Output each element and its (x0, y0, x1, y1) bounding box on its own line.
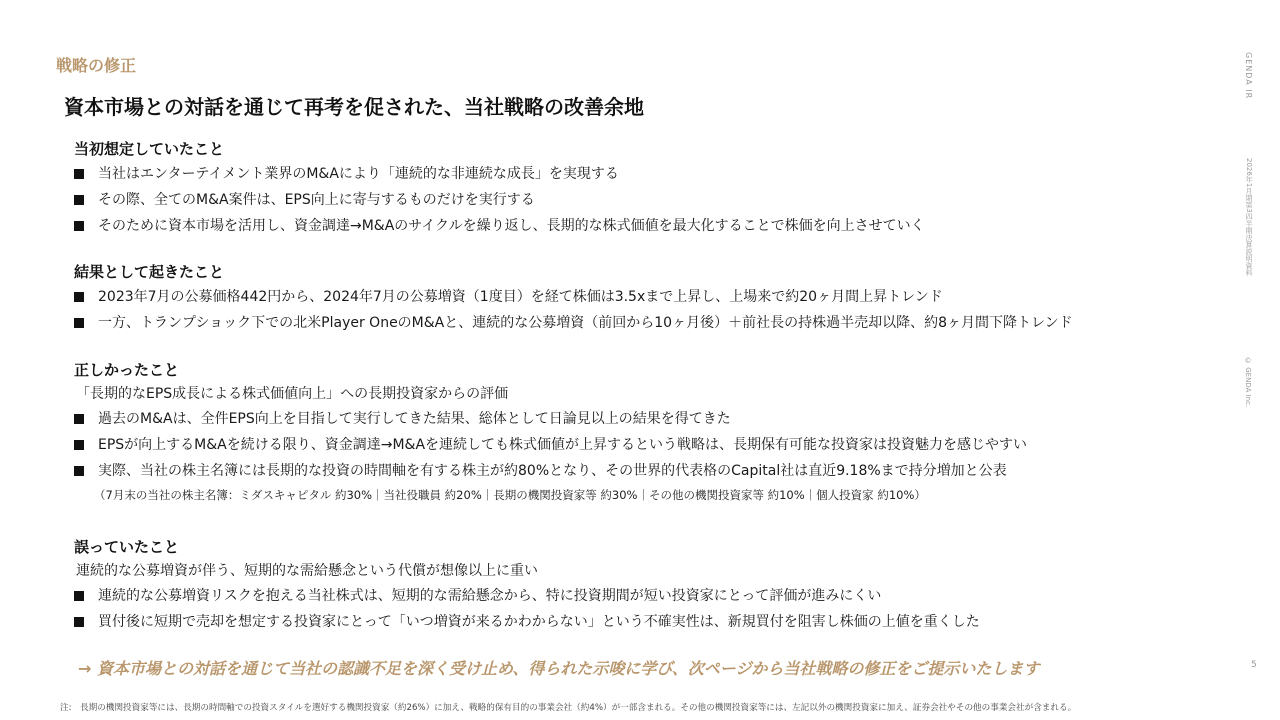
footnote: 注: 長期の機関投資家等には、長期の時間軸での投資スタイルを選好する機関投資家（約26%）に加え、戦略的保有目的の事業会社（約4%）が一部含まれる。その他の機関投資家等には、左記以外の機関投資家に加え、証券会社やその他の事業会社が含まれる。 (60, 703, 1077, 713)
bullet-item (74, 458, 1027, 484)
square-bullet-icon (74, 292, 84, 302)
bullet-text: そのために資本市場を活用し、資金調達→M&Aのサイクルを繰り返し、長期的な株式価値を最大化することで株価を向上させていく (98, 218, 925, 234)
square-bullet-icon (74, 617, 84, 627)
bullet-item (74, 609, 980, 635)
section-results (74, 260, 1073, 336)
square-bullet-icon (74, 591, 84, 601)
bullet-text: EPSが向上するM&Aを続ける限り、資金調達→M&Aを連続しても株式価値が上昇するという戦略は、長期保有可能な投資家は投資魅力を感じやすい (98, 437, 1028, 453)
bullet-text: 過去のM&Aは、全件EPS向上を目指して実行してきた結果、総体として日論見以上の結果を得てきた (98, 411, 731, 427)
page-number: 5 (1251, 660, 1257, 670)
square-bullet-icon (74, 414, 84, 424)
square-bullet-icon (74, 440, 84, 450)
side-document-label: 2026年1月期第3四半期決算説明資料 (1245, 158, 1253, 276)
square-bullet-icon (74, 195, 84, 205)
bullet-text: 一方、トランプショック下での北米Player OneのM&Aと、連続的な公募増資（前回から10ヶ月後）＋前社長の持株過半売却以降、約8ヶ月間下降トレンド (98, 315, 1073, 331)
section-lead-wrong: 連続的な公募増資が伴う、短期的な需給懸念という代償が想像以上に重い (76, 563, 538, 579)
square-bullet-icon (74, 318, 84, 328)
bullet-item (74, 583, 980, 609)
bullet-item (74, 284, 1073, 310)
bullet-text: 買付後に短期で売却を想定する投資家にとって「いつ増資が来るかわからない」という不確実性は、新規買付を阻害し株価の上値を重くした (98, 614, 980, 630)
bullet-text: 連続的な公募増資リスクを抱える当社株式は、短期的な需給懸念から、特に投資期間が短い投資家にとって評価が進みにくい (98, 588, 882, 604)
page-title: 資本市場との対話を通じて再考を促された、当社戦略の改善余地 (64, 95, 644, 119)
bullet-text: 実際、当社の株主名簿には長期的な投資の時間軸を有する株主が約80%となり、その世界的代表格のCapital社は直近9.18%まで持分増加と公表 (98, 463, 1007, 479)
square-bullet-icon (74, 466, 84, 476)
conclusion-statement: → 資本市場との対話を通じて当社の認識不足を深く受け止め、得られた示唆に学び、次ページから当社戦略の修正をご提示いたします (78, 659, 1040, 678)
bullet-text: その際、全てのM&A案件は、EPS向上に寄与するものだけを実行する (98, 192, 535, 208)
section-heading-results: 結果として起きたこと (74, 263, 225, 281)
side-brand-label: GENDA IR (1244, 52, 1253, 100)
section-initial (74, 137, 925, 239)
section-heading-wrong: 誤っていたこと (74, 538, 180, 556)
section-heading-correct: 正しかったこと (74, 361, 180, 379)
side-copyright: © GENDA Inc. (1244, 357, 1252, 408)
bullet-item (74, 161, 925, 187)
section-correct (74, 358, 1027, 506)
bullet-item (74, 213, 925, 239)
section-heading-initial: 当初想定していたこと (74, 140, 225, 158)
bullet-text: 2023年7月の公募価格442円から、2024年7月の公募増資（1度目）を経て株価は3.5xまで上昇し、上場来で約20ヶ月間上昇トレンド (98, 289, 943, 305)
square-bullet-icon (74, 221, 84, 231)
section-wrong (74, 535, 980, 635)
bullet-text: 当社はエンターテイメント業界のM&Aにより「連続的な非連続な成長」を実現する (98, 166, 619, 182)
bullet-item (74, 432, 1027, 458)
bullet-item (74, 187, 925, 213)
bullet-item (74, 310, 1073, 336)
section-lead-correct: 「長期的なEPS成長による株式価値向上」への長期投資家からの評価 (76, 386, 509, 402)
shareholder-breakdown-note: （7月末の当社の株主名簿：ミダスキャピタル 約30%｜当社役職員 約20%｜長期の機関投資家等 約30%｜その他の機関投資家等 約10%｜個人投資家 約10%） (94, 488, 926, 502)
section-label: 戦略の修正 (56, 56, 137, 75)
bullet-item (74, 406, 1027, 432)
square-bullet-icon (74, 169, 84, 179)
